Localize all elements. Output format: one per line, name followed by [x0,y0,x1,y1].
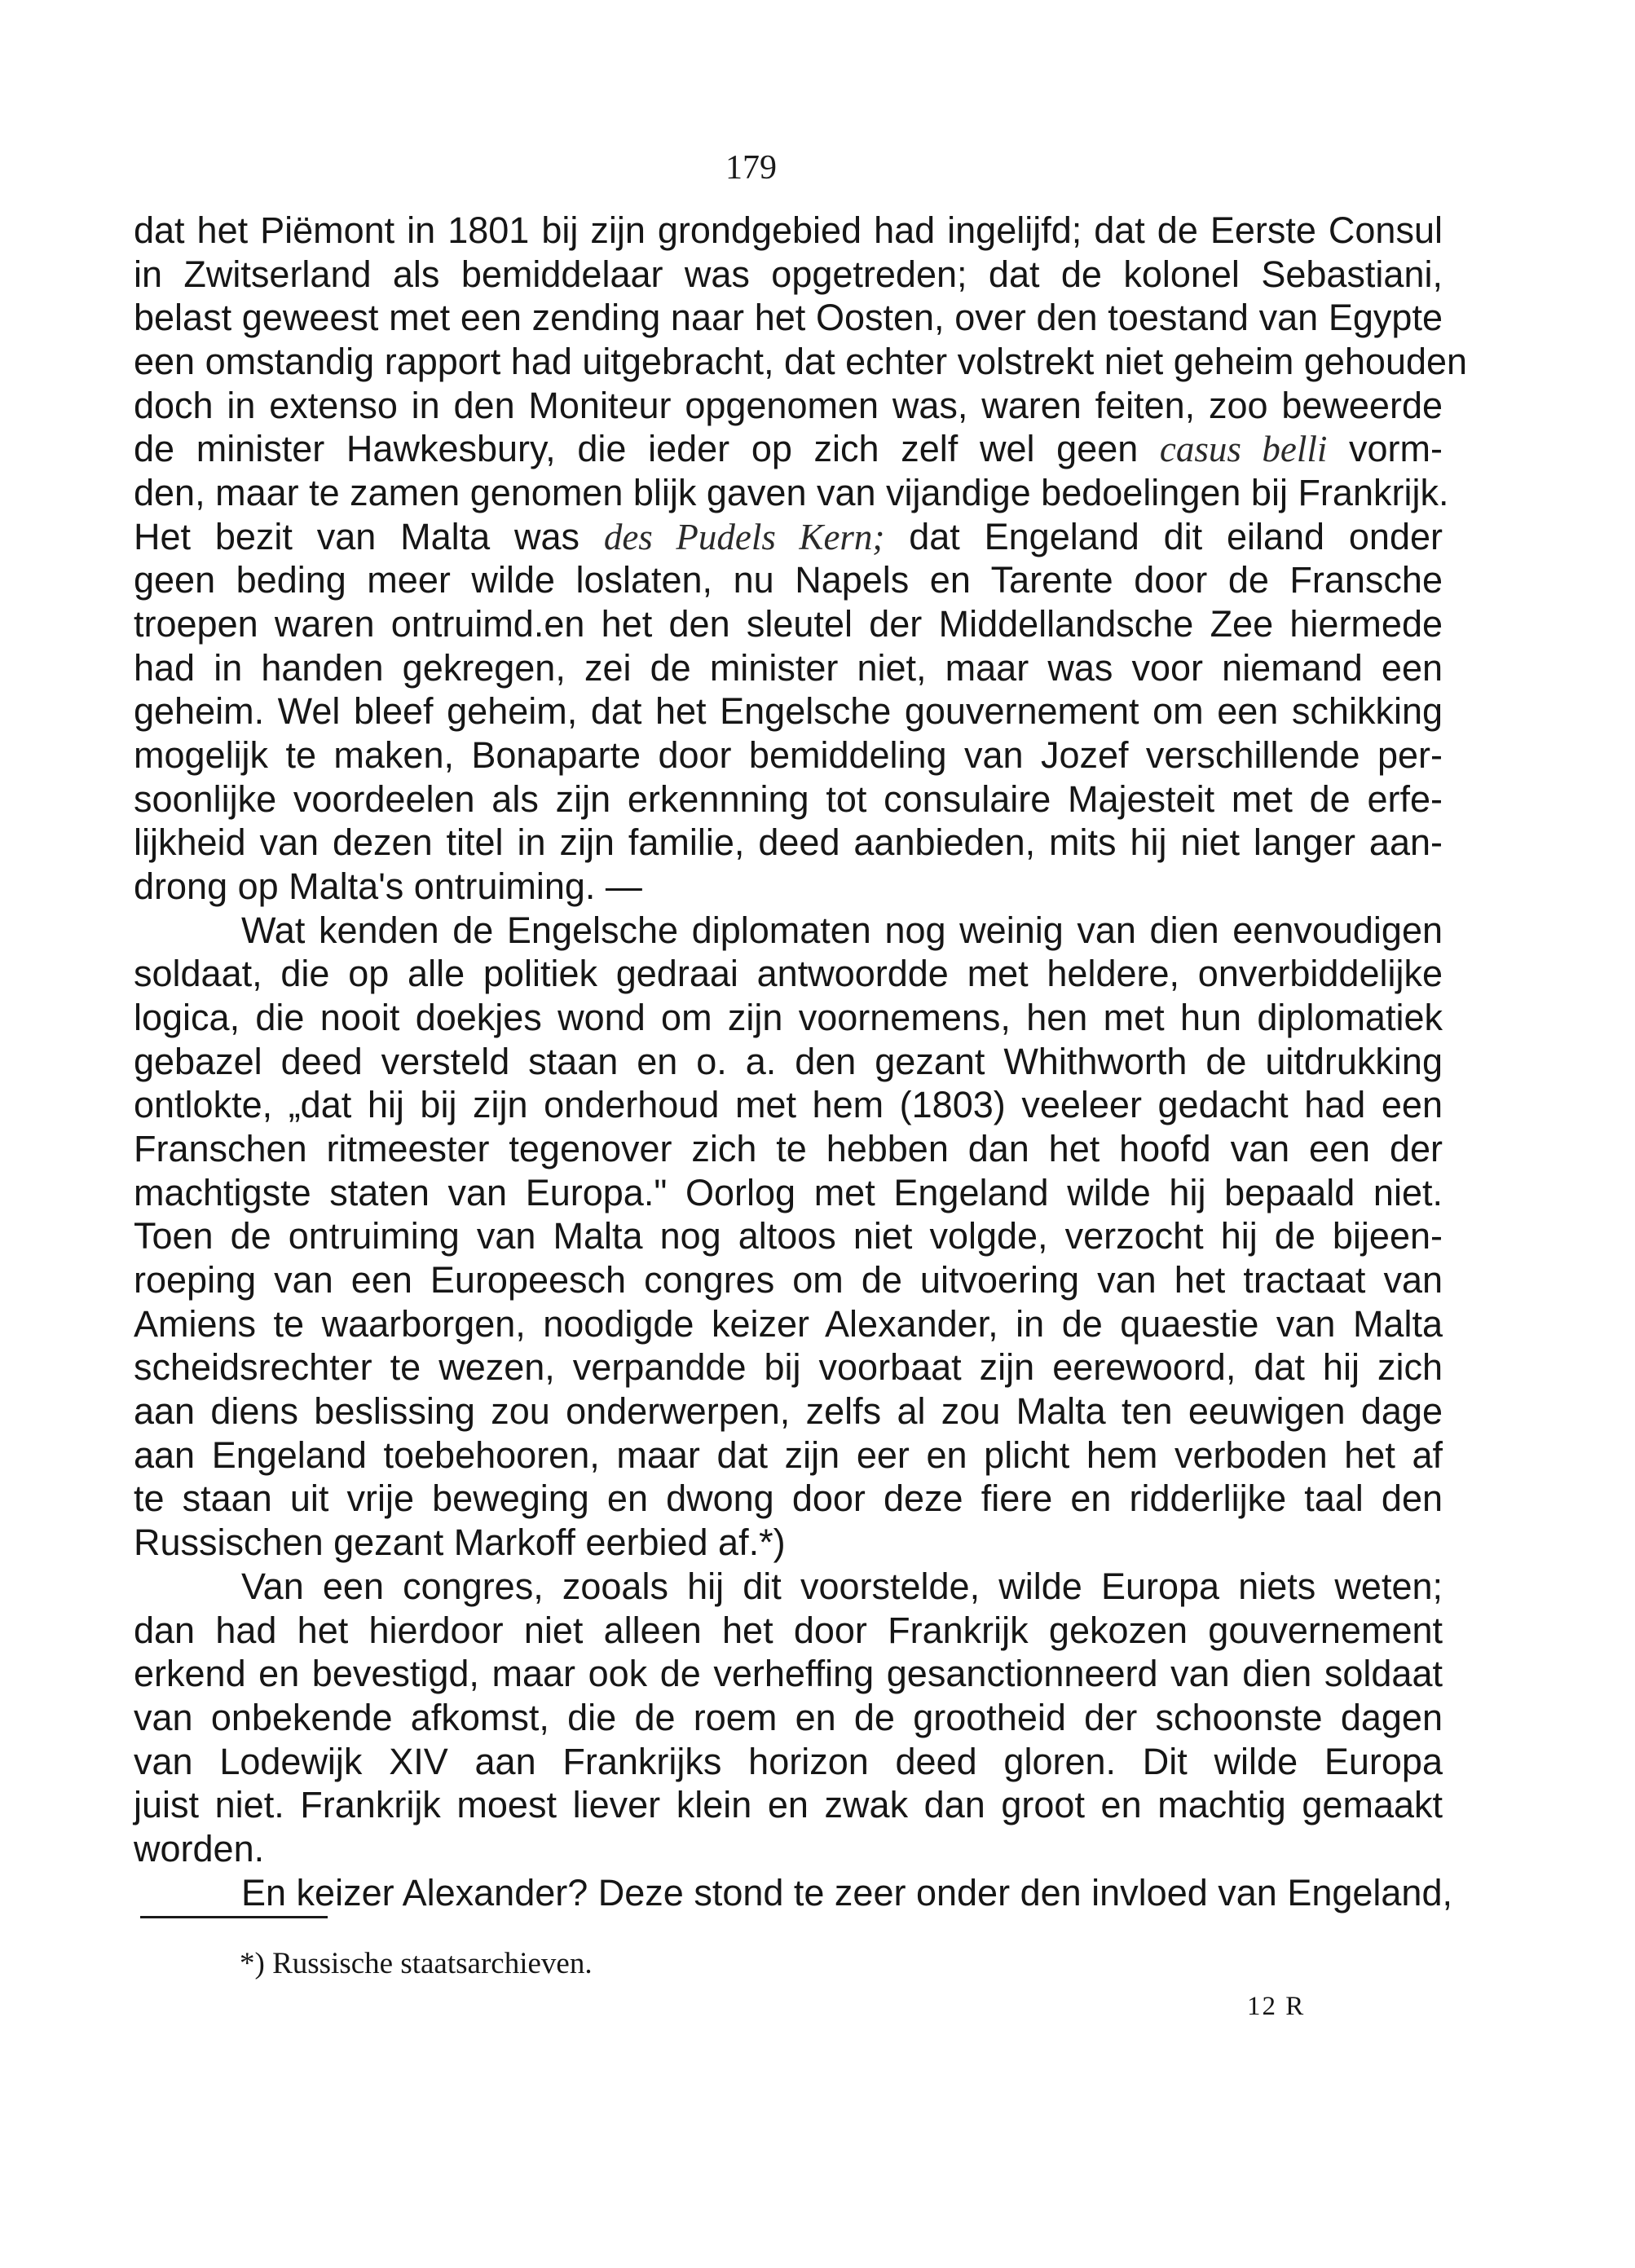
text-run: den, maar te zamen genomen blijk gaven van vijandige bedoelingen bij Frankrijk. [134,472,1449,514]
text-line [134,952,1443,996]
text-line [134,1127,1443,1171]
text-line [134,384,1443,428]
text-run: lijkheid van dezen titel in zijn familie, deed aanbieden, mits hij niet langer aan- [134,821,1443,864]
text-run: aan Engeland toebehooren, maar dat zijn eer en plicht hem verboden het af [134,1433,1443,1476]
text-run: Het bezit van Malta was [134,515,604,557]
text-run: een omstandig rapport had uitgebracht, dat echter volstrekt niet geheim gehouden [134,341,1468,383]
text-run: in Zwitserland als bemiddelaar was opgetreden; dat de kolonel Sebastiani, [134,253,1443,295]
text-run: roeping van een Europeesch congres om de uitvoering van het tractaat van [134,1259,1443,1301]
page-number: 179 [725,149,777,187]
text-line [134,1609,1443,1653]
text-run: doch in extenso in den Moniteur opgenomen was, waren feiten, zoo beweerde [134,384,1443,426]
text-line [134,1389,1443,1433]
text-run: Wat kenden de Engelsche diplomaten nog weinig van dien eenvoudigen [241,909,1443,951]
text-line [134,253,1443,297]
text-line [134,1783,1443,1827]
text-line [134,1521,1443,1565]
text-run: van onbekende afkomst, die de roem en de grootheid der schoonste dagen [134,1696,1443,1738]
text-line [134,1040,1443,1084]
text-line [134,340,1468,384]
text-run: van Lodewijk XIV aan Frankrijks horizon deed gloren. Dit wilde Europa [134,1740,1443,1782]
text-run: machtigste staten van Europa." Oorlog met Engeland wilde hij bepaald niet. [134,1171,1443,1213]
text-run: scheidsrechter te wezen, verpandde bij voorbaat zijn eerewoord, dat hij zich [134,1346,1443,1389]
text-run: geen beding meer wilde loslaten, nu Napels en Tarente door de Fransche [134,559,1443,601]
text-line [134,1171,1443,1215]
text-line [134,1565,1443,1609]
text-line [134,996,1443,1040]
text-line [134,865,1443,909]
text-run: dat Engeland dit eiland onder [884,515,1443,557]
text-line [134,1652,1443,1696]
text-line [134,646,1443,690]
italic-phrase: casus belli [1159,429,1328,470]
text-run: juist niet. Frankrijk moest liever klein en zwak dan groot en machtig gemaakt [134,1784,1443,1826]
footnote: *) Russische staatsarchieven. [240,1947,593,1980]
text-run: geheim. Wel bleef geheim, dat het Engelsche gouvernement om een schikking [134,690,1443,733]
text-line [134,1433,1443,1478]
footnote-divider [140,1916,328,1918]
text-line [134,558,1443,602]
text-run: gebazel deed versteld staan en o. a. den gezant Whithworth de uitdrukking [134,1040,1443,1082]
text-line [134,1827,1443,1871]
text-run: vorm- [1327,428,1443,470]
text-run: dan had het hierdoor niet alleen het door Frankrijk gekozen gouvernement [134,1609,1443,1651]
text-run: Van een congres, zooals hij dit voorstelde, wilde Europa niets weten; [241,1565,1443,1607]
italic-phrase: des Pudels Kern; [603,516,885,557]
text-run: aan diens beslissing zou onderwerpen, zelfs al zou Malta ten eeuwigen dage [134,1390,1443,1433]
text-line [134,689,1443,733]
text-run: worden. [134,1827,265,1869]
text-line [134,296,1443,340]
text-line [134,777,1443,821]
text-line [134,1302,1443,1346]
text-line [134,515,1443,559]
text-run: Toen de ontruiming van Malta nog altoos niet volgde, verzocht hij de bijeen- [134,1215,1443,1257]
text-line [134,1214,1443,1258]
text-run: had in handen gekregen, zei de minister niet, maar was voor niemand een [134,646,1443,689]
text-run: belast geweest met een zending naar het Oosten, over den toestand van Egypte [134,297,1443,339]
text-line [134,427,1443,471]
text-run: soldaat, die op alle politiek gedraai antwoordde met heldere, onverbiddelijke [134,953,1443,995]
text-line [134,1740,1443,1784]
text-line [134,209,1443,253]
text-line [134,1345,1443,1389]
text-line [134,1871,1452,1915]
text-line [134,471,1449,515]
text-run: ontlokte, „dat hij bij zijn onderhoud met hem (1803) veeleer gedacht had een [134,1084,1443,1126]
text-run: erkend en bevestigd, maar ook de verheffing gesanctionneerd van dien soldaat [134,1653,1443,1695]
text-run: drong op Malta's ontruiming. — [134,865,642,908]
text-run: dat het Piëmont in 1801 bij zijn grondgebied had ingelijfd; dat de Eerste Consul [134,209,1443,251]
text-run: soonlijke voordeelen als zijn erkennning tot consulaire Majesteit met de erfe- [134,777,1443,820]
text-run: logica, die nooit doekjes wond om zijn voornemens, hen met hun diplomatiek [134,997,1443,1039]
text-run: de minister Hawkesbury, die ieder op zich zelf wel geen [134,428,1160,470]
text-line [134,602,1443,646]
text-line [134,909,1443,953]
text-run: troepen waren ontruimd.en het den sleutel der Middellandsche Zee hiermede [134,603,1443,645]
text-run: En keizer Alexander? Deze stond te zeer onder den invloed van Engeland, [241,1871,1452,1913]
body-text [134,209,1468,1914]
text-line [134,1477,1443,1521]
text-line [134,1258,1443,1302]
text-run: mogelijk te maken, Bonaparte door bemiddeling van Jozef verschillende per- [134,734,1443,777]
text-line [134,1083,1443,1127]
text-run: Russischen gezant Markoff eerbied af.*) [134,1522,786,1564]
text-line [134,821,1443,865]
text-run: Franschen ritmeester tegenover zich te hebben dan het hoofd van een der [134,1128,1443,1170]
text-line [134,1696,1443,1740]
text-run: Amiens te waarborgen, noodigde keizer Alexander, in de quaestie van Malta [134,1302,1443,1345]
text-run: te staan uit vrije beweging en dwong door deze fiere en ridderlijke taal den [134,1478,1443,1520]
text-line [134,733,1443,777]
printer-signature: 12 R [1247,1992,1306,2021]
